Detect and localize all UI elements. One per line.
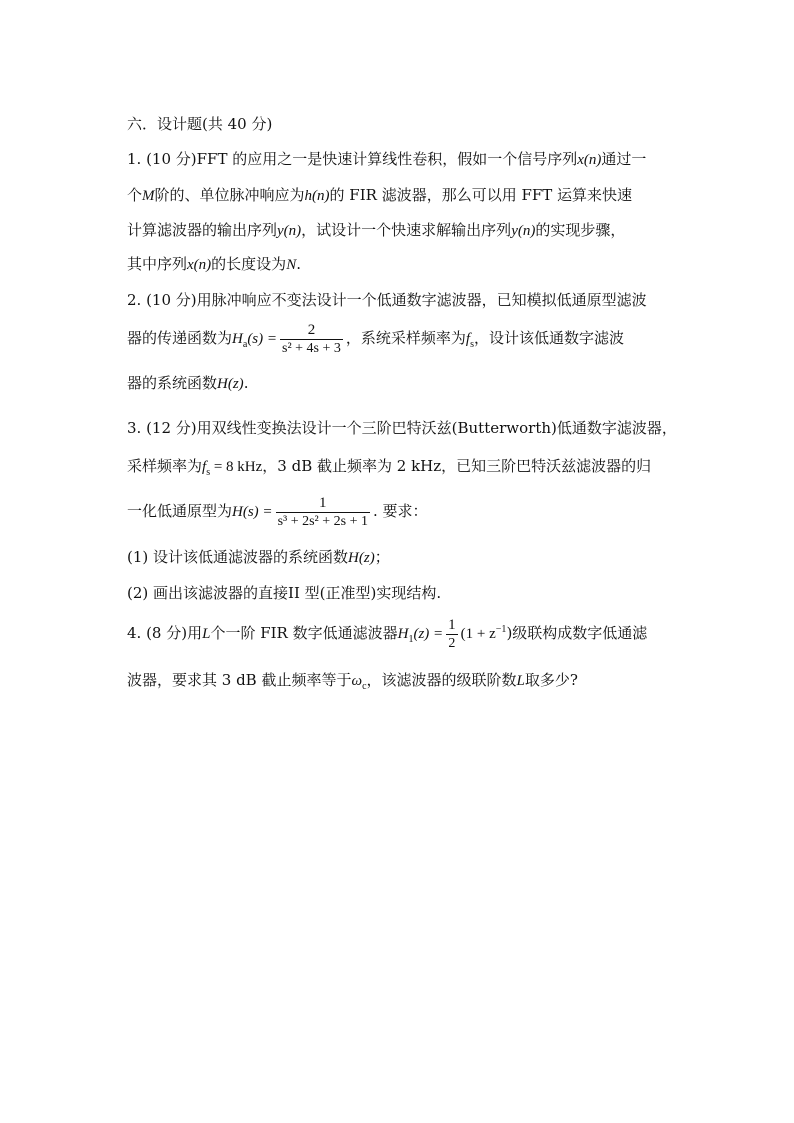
q4-line-2 <box>127 670 578 691</box>
q1-line-4 <box>127 254 301 275</box>
q1-text: 的长度设为 <box>211 255 287 273</box>
fraction-prototype <box>276 494 370 531</box>
q1-text: 的 FIR 滤波器，那么可以用 FFT 运算来快速 <box>329 186 633 204</box>
math-L: L <box>516 673 525 689</box>
q3-line-3 <box>127 492 428 531</box>
q3-text: ，3 dB 截止频率为 2 kHz，已知三阶巴特沃兹滤波器的归 <box>262 457 652 475</box>
q1-line-2 <box>127 185 632 206</box>
q3-item-1 <box>127 547 390 568</box>
math-y-n: y(n) <box>511 223 536 239</box>
math-H-z: H(z) <box>348 550 375 566</box>
math-f: f <box>202 459 207 475</box>
q1-text: 1. (10 分)FFT 的应用之一是快速计算线性卷积，假如一个信号序列 <box>127 150 578 168</box>
q3-text: ； <box>374 548 390 566</box>
q4-text: )级联构成数字低通滤 <box>506 624 648 642</box>
math-x-n: x(n) <box>187 257 212 273</box>
fraction-half <box>446 616 458 653</box>
math-H: H <box>397 626 409 642</box>
math-H: H <box>232 331 243 347</box>
math-sup: −1 <box>495 624 507 635</box>
math-arg-s: (s) = <box>247 331 278 347</box>
math-N: N <box>286 257 297 273</box>
math-arg-z: (z) = <box>413 626 444 642</box>
q4-text: 4. (8 分)用 <box>127 624 203 642</box>
math-omega: ω <box>351 673 363 689</box>
math-y-n: y(n) <box>277 223 302 239</box>
q3-text: (1) 设计该低通滤波器的系统函数 <box>127 548 349 566</box>
q4-text: 个一阶 FIR 数字低通滤波器 <box>210 624 398 642</box>
q4-text: 波器，要求其 3 dB 截止频率等于 <box>127 671 352 689</box>
q2-text: ，设计该低通数字滤波 <box>474 329 625 347</box>
math-f: f <box>465 331 471 347</box>
q3-line-1: 3. (12 分)用双线性变换法设计一个三阶巴特沃兹(Butterworth)低通数字滤波器， <box>127 419 677 437</box>
q1-line-1 <box>127 149 646 170</box>
q2-line-3 <box>127 373 248 394</box>
math-sub-s: s <box>470 339 474 350</box>
fraction-denominator: s² + 4s + 3 <box>282 340 341 356</box>
math-expr: (1 + z <box>460 626 496 642</box>
q2-line-2 <box>127 320 624 358</box>
math-x-n: x(n) <box>577 152 602 168</box>
math-L: L <box>202 626 211 642</box>
q2-line-1: 2. (10 分)用脉冲响应不变法设计一个低通数字滤波器，已知模拟低通原型滤波 <box>127 291 647 309</box>
q4-line-1 <box>127 614 647 653</box>
q3-text: . 要求： <box>373 502 428 520</box>
math-sub-a: a <box>242 339 248 350</box>
math-sub-c: c <box>362 681 367 692</box>
fraction-numerator: 1 <box>448 616 456 633</box>
q4-text: ，该滤波器的级联阶数 <box>366 671 517 689</box>
q1-text: 其中序列 <box>127 255 188 273</box>
q3-line-2 <box>127 456 651 477</box>
q1-line-3 <box>127 220 625 241</box>
q4-text: 取多少? <box>524 671 578 689</box>
q1-text: 的实现步骤， <box>535 221 626 239</box>
math-M: M <box>142 188 155 204</box>
q2-text: ，系统采样频率为 <box>345 329 466 347</box>
q1-text: 计算滤波器的输出序列 <box>127 221 278 239</box>
math-sub-1: 1 <box>408 634 414 645</box>
math-sub-s: s <box>206 467 211 478</box>
fraction-denominator: 2 <box>446 634 458 653</box>
math-value: = 8 kHz <box>210 459 263 475</box>
q2-text: 器的传递函数为 <box>127 329 233 347</box>
math-H-z: H(z) <box>217 376 244 392</box>
fraction-numerator: 2 <box>307 321 316 338</box>
math-h-n: h(n) <box>304 188 330 204</box>
q2-text: . <box>243 374 249 392</box>
q3-item-2: (2) 画出该滤波器的直接II 型(正准型)实现结构. <box>127 584 442 602</box>
fraction-transfer <box>280 321 343 358</box>
q2-text: 器的系统函数 <box>127 374 218 392</box>
q1-text: . <box>296 255 301 273</box>
q1-text: 个 <box>127 186 143 204</box>
math-H-s: H(s) = <box>232 504 273 520</box>
q3-text: 采样频率为 <box>127 457 203 475</box>
q1-text: ，试设计一个快速求解输出序列 <box>301 221 512 239</box>
section-title: 六．设计题(共 40 分) <box>127 115 273 133</box>
fraction-numerator: 1 <box>319 494 327 511</box>
q1-text: 阶的、单位脉冲响应为 <box>154 186 305 204</box>
fraction-denominator: s³ + 2s² + 2s + 1 <box>277 513 368 529</box>
q3-text: 一化低通原型为 <box>127 502 233 520</box>
q1-text: 通过一 <box>601 150 647 168</box>
